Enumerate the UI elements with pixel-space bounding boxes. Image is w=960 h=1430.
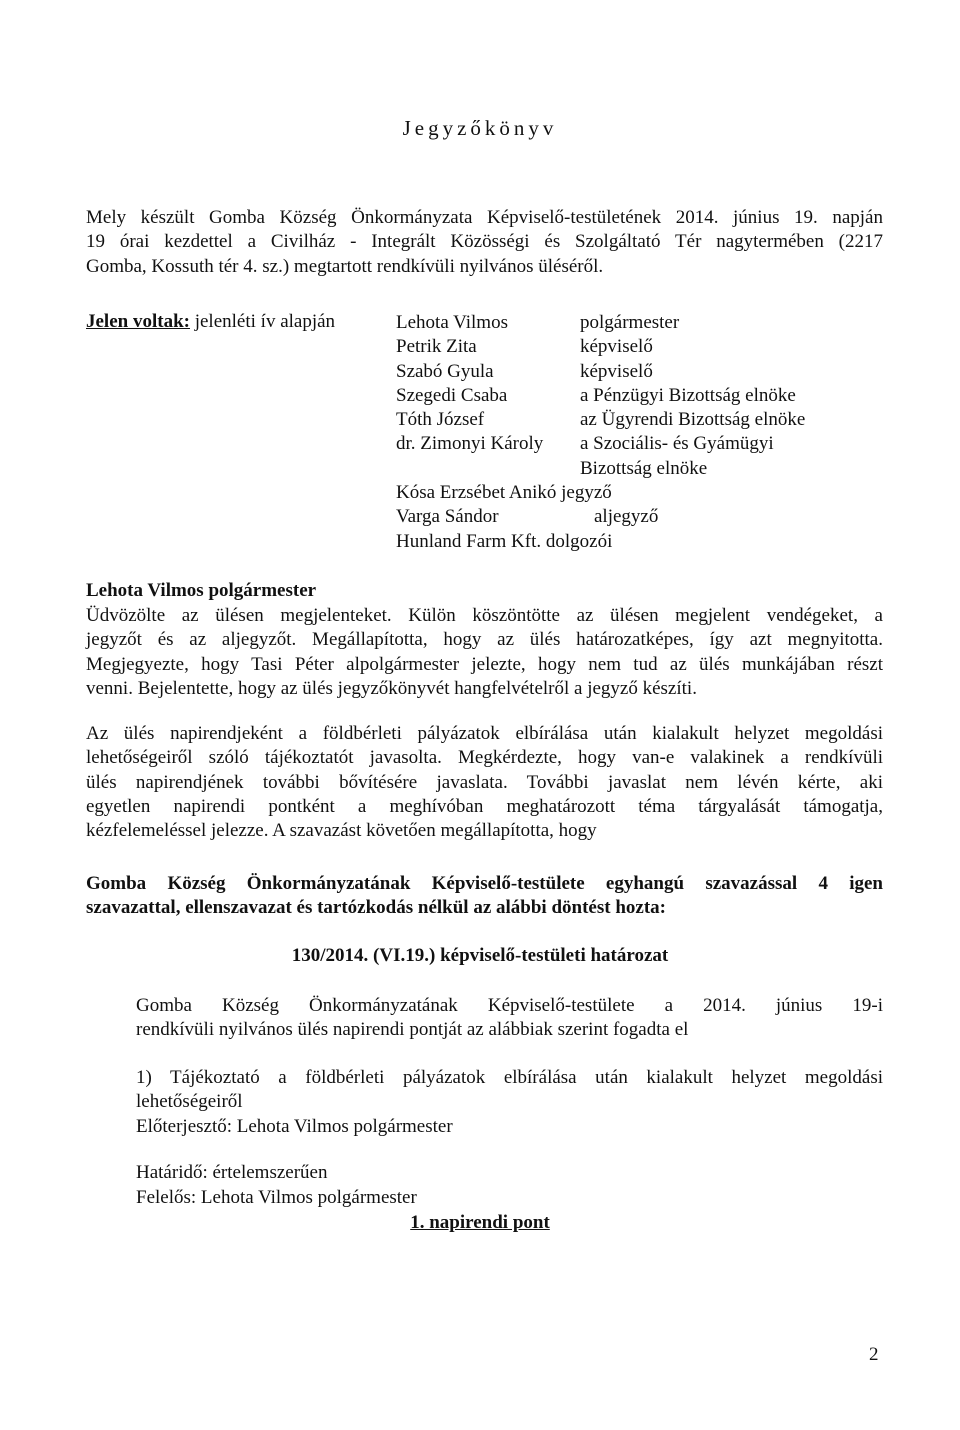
attendee-name: dr. Zimonyi Károly xyxy=(396,433,544,455)
attendee-role: a Szociális- és Gyámügyi xyxy=(580,433,774,455)
attendee-name: Lehota Vilmos xyxy=(396,312,508,333)
resolution-line: rendkívüli nyilvános ülés napirendi pontját az alábbiak szerint fogadta el xyxy=(136,1019,689,1041)
attendee-role: az Ügyrendi Bizottság elnöke xyxy=(580,409,806,431)
mayor-heading: Lehota Vilmos polgármester xyxy=(86,580,317,601)
agenda-line: lehetőségeiről szóló tájékoztatót javasolta. Megkérdezte, hogy van-e valakinek a rendkívüli xyxy=(86,747,883,769)
intro-line: Gomba, Kossuth tér 4. sz.) megtartott rendkívüli nyilvános üléséről. xyxy=(86,255,604,277)
decision-line: szavazattal, ellenszavazat és tartózkodás nélkül az alábbi döntést hozta: xyxy=(86,897,666,919)
attendee-role: polgármester xyxy=(580,312,680,333)
agenda-line: Az ülés napirendjeként a földbérleti pályázatok elbírálása után kialakult helyzet megoldási xyxy=(86,723,883,744)
responsible-line: Felelős: Lehota Vilmos polgármester xyxy=(136,1187,417,1208)
varga-role: aljegyző xyxy=(594,506,659,528)
agenda-paragraph xyxy=(86,722,883,843)
mayor-line: Megjegyezte, hogy Tasi Péter alpolgármester jelezte, hogy nem tud az ülés munkájában részt xyxy=(86,653,883,675)
item-1-line: 1) Tájékoztató a földbérleti pályázatok elbírálása után kialakult helyzet megoldási xyxy=(136,1067,883,1088)
attendee-name: Petrik Zita xyxy=(396,336,477,358)
attendee-role: képviselő xyxy=(580,360,653,382)
agenda-line: ülés napirendjének további bővítésére javaslata. További javaslat nem lévén kérte, aki xyxy=(86,771,883,793)
attendance-roles xyxy=(580,311,805,530)
attendance-basis: jelenléti ív alapján xyxy=(189,311,336,332)
resolution-paragraph xyxy=(136,994,883,1043)
decision-paragraph xyxy=(86,872,883,921)
decision-line: Gomba Község Önkormányzatának Képviselő-testülete egyhangú szavazással 4 igen xyxy=(86,873,883,894)
attendee-role: a Pénzügyi Bizottság elnöke xyxy=(580,384,796,406)
item-1-paragraph xyxy=(136,1066,883,1139)
intro-line: 19 órai kezdettel a Civilház - Integrált Közösségi és Szolgáltató Tér nagytermében (2217 xyxy=(86,231,883,253)
intro-line: Mely készült Gomba Község Önkormányzata Képviselő-testületének 2014. június 19. napján xyxy=(86,207,883,228)
attendee-name: Tóth József xyxy=(396,409,485,431)
attendee-role: Bizottság elnöke xyxy=(580,457,708,479)
attendee-name: Szegedi Csaba xyxy=(396,384,508,406)
mayor-line: jegyzőt és az aljegyzőt. Megállapította, hogy az ülés határozatképes, így azt megnyitotta. xyxy=(86,629,883,651)
agenda-line: egyetlen napirendi pontként a meghívóban meghatározott téma tárgyalását támogatja, xyxy=(86,795,883,817)
spacer xyxy=(580,481,805,505)
deadline-line: Határidő: értelemszerűen xyxy=(136,1162,328,1183)
agenda-point-heading: 1. napirendi pont xyxy=(410,1212,550,1233)
item-1-line: lehetőségeiről xyxy=(136,1091,243,1113)
attendee-role: képviselő xyxy=(580,336,653,358)
mayor-line: Üdvözölte az ülésen megjelenteket. Külön köszöntötte az ülésen megjelent vendégeket, a xyxy=(86,605,883,626)
other-attendee: Hunland Farm Kft. dolgozói xyxy=(396,530,613,552)
intro-paragraph xyxy=(86,206,883,279)
resolution-number: 130/2014. (VI.19.) képviselő-testületi határozat xyxy=(291,945,669,966)
other-attendee: Varga Sándor xyxy=(396,506,499,528)
agenda-line: kézfelemeléssel jelezze. A szavazást követően megállapította, hogy xyxy=(86,820,597,842)
page-number: 2 xyxy=(869,1344,879,1365)
mayor-paragraph xyxy=(86,604,883,701)
presenter-line: Előterjesztő: Lehota Vilmos polgármester xyxy=(136,1115,453,1137)
mayor-line: venni. Bejelentette, hogy az ülés jegyzőkönyvét hangfelvételről a jegyző készíti. xyxy=(86,677,697,699)
attendance-label-row xyxy=(86,311,335,333)
document-title: Jegyzőkönyv xyxy=(402,116,558,140)
other-attendee: Kósa Erzsébet Anikó jegyző xyxy=(396,482,612,504)
attendee-name: Szabó Gyula xyxy=(396,360,494,382)
resolution-line: Gomba Község Önkormányzatának Képviselő-testülete a 2014. június 19-i xyxy=(136,995,883,1016)
attendance-label: Jelen voltak: xyxy=(86,311,190,332)
